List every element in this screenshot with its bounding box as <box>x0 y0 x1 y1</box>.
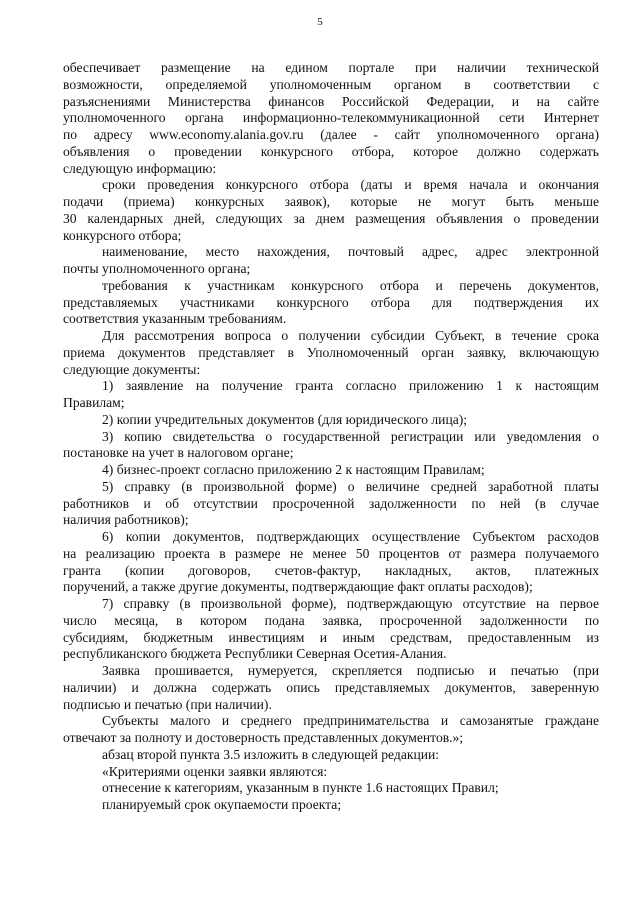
text-line: 6) копии документов, подтверждающих осуществление Субъектом расходов <box>102 529 599 544</box>
text-line: субсидиям, бюджетным инвестициям и иным средствам, предоставленным из <box>63 629 599 645</box>
text-line: соответствия указанным требованиям. <box>63 311 287 327</box>
text-line: требования к участникам конкурсного отбора и перечень документов, <box>102 277 599 293</box>
text-line: 2) копии учредительных документов (для юридического лица); <box>102 411 468 427</box>
text-line: почты уполномоченного органа; <box>63 261 251 276</box>
text-line: обеспечивает размещение на едином портале при наличии технической <box>63 60 599 75</box>
text-line: отвечают за полноту и достоверность представленных документов.»; <box>63 730 464 745</box>
text-line: планируемый срок окупаемости проекта; <box>102 797 342 812</box>
text-line: наименование, место нахождения, почтовый адрес, адрес электронной <box>102 244 599 260</box>
text-line: абзац второй пункта 3.5 изложить в следующей редакции: <box>102 746 440 762</box>
text-line: представляемых участниками конкурсного отбора для подтверждения их <box>63 294 599 310</box>
text-line: отнесение к категориям, указанным в пункте 1.6 настоящих Правил; <box>102 780 499 796</box>
text-line: постановке на учет в налоговом органе; <box>63 445 294 461</box>
text-line: 1) заявление на получение гранта согласно приложению 1 к настоящим <box>102 378 599 394</box>
text-line: конкурсного отбора; <box>63 227 182 243</box>
text-line: 7) справку (в произвольной форме), подтверждающую отсутствие на первое <box>102 596 599 611</box>
text-line: подачи (приема) конкурсных заявок), которые не могут быть меньше <box>63 194 599 209</box>
text-line: возможности, определяемой уполномоченным органом в соответствии с <box>63 76 599 92</box>
text-line: объявления о проведении конкурсного отбора, которое должно содержать <box>63 143 599 159</box>
text-line: 30 календарных дней, следующих за днем размещения объявления о проведении <box>63 210 599 226</box>
text-line: разъяснениями Министерства финансов Российской Федерации, и на сайте <box>63 93 599 109</box>
page-number: 5 <box>317 16 323 28</box>
text-line: наличии) и должна содержать опись представляемых документов, заверенную <box>63 679 599 695</box>
text-line: 3) копию свидетельства о государственной регистрации или уведомления о <box>102 428 599 444</box>
text-line: 5) справку (в произвольной форме) о величине средней заработной платы <box>102 478 599 494</box>
text-line: уполномоченного органа информационно-телекоммуникационной сети Интернет <box>63 110 599 126</box>
text-line: число месяца, в котором подана заявка, просроченной задолженности по <box>63 612 599 628</box>
text-line: гранта (копии договоров, счетов-фактур, накладных, актов, платежных <box>63 562 599 578</box>
text-line: подписью и печатью (при наличии). <box>63 696 272 712</box>
text-line: следующие документы: <box>63 361 201 377</box>
text-line: приема документов представляет в Уполномоченный орган заявку, включающую <box>63 344 599 360</box>
text-line: работников и об отсутствии просроченной задолженности по ней (в случае <box>63 495 599 511</box>
text-line: наличия работников); <box>63 512 189 528</box>
text-line: 4) бизнес-проект согласно приложению 2 к настоящим Правилам; <box>102 462 485 477</box>
text-line: сроки проведения конкурсного отбора (даты и время начала и окончания <box>102 177 599 193</box>
text-line: по адресу www.economy.alania.gov.ru (далее - сайт уполномоченного органа) <box>63 127 599 142</box>
text-line: Правилам; <box>63 395 125 410</box>
text-line: Для рассмотрения вопроса о получении субсидии Субъект, в течение срока <box>102 328 599 343</box>
text-line: Заявка прошивается, нумеруется, скрепляется подписью и печатью (при <box>102 663 599 678</box>
text-line: следующую информацию: <box>63 160 217 176</box>
text-line: поручений, а также другие документы, подтверждающие факт оплаты расходов); <box>63 579 533 595</box>
text-line: «Критериями оценки заявки являются: <box>102 763 328 779</box>
text-line: республиканского бюджета Республики Северная Осетия-Алания. <box>63 646 447 662</box>
text-line: Субъекты малого и среднего предпринимательства и самозанятые граждане <box>102 713 599 729</box>
document-body <box>63 60 599 814</box>
text-line: на реализацию проекта в размере не менее 50 процентов от размера получаемого <box>63 545 599 561</box>
